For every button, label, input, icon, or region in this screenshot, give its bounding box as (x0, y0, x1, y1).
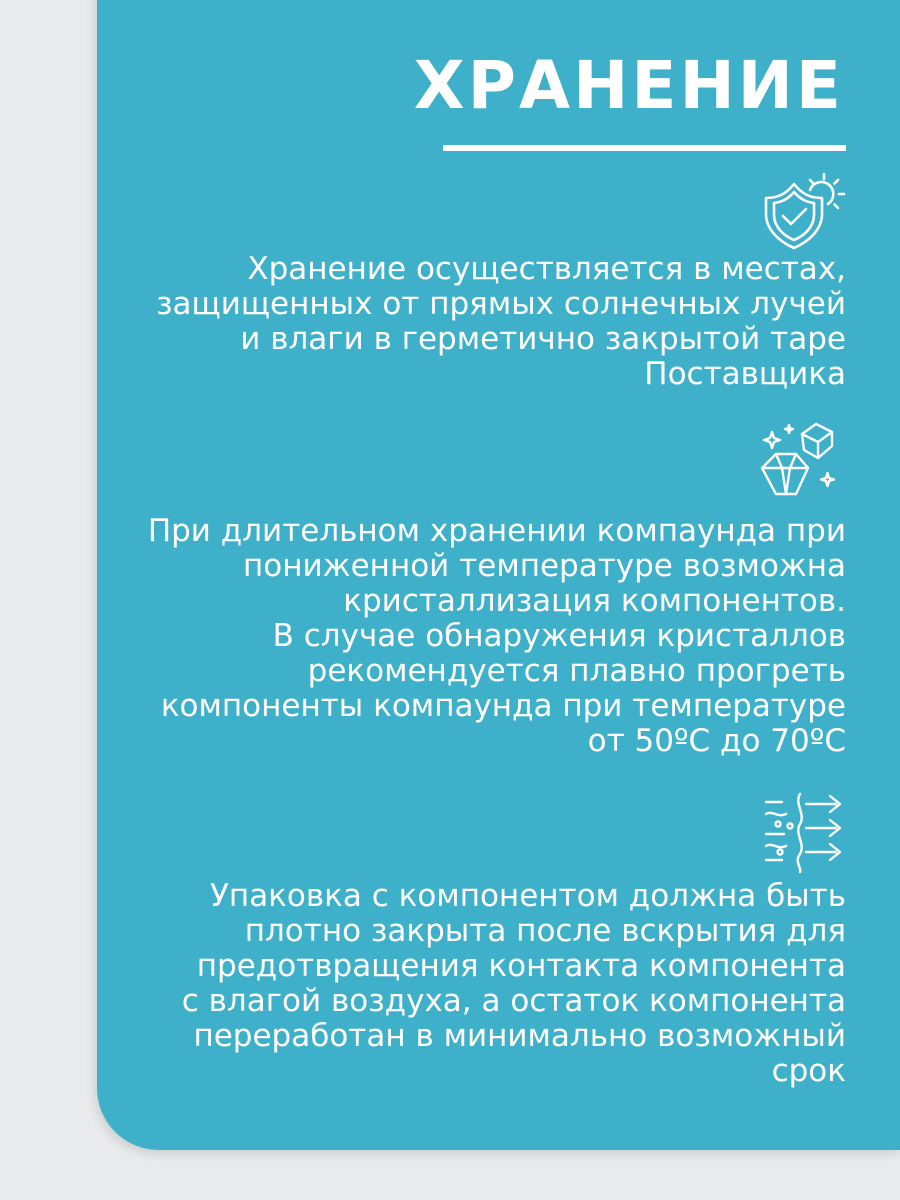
text-line: плотно закрыта после вскрытия для (244, 913, 846, 949)
storage-conditions-text (156, 252, 846, 392)
crystallization-text (148, 514, 846, 759)
text-line: переработан в минимально возможный (193, 1018, 846, 1054)
title-underline (443, 145, 846, 151)
text-line: пониженной температуре возможна (243, 548, 846, 584)
text-line: рекомендуется плавно прогреть (307, 653, 846, 689)
text-line: кристаллизация компонентов. (343, 583, 846, 619)
humidity-airflow-icon (762, 788, 848, 874)
text-line: от 50ºС до 70ºС (587, 723, 846, 759)
packaging-text (182, 879, 846, 1089)
text-line: предотвращения контакта компонента (196, 948, 846, 984)
text-line: Хранение осуществляется в местах, (247, 251, 846, 287)
text-line: и влаги в герметично закрытой таре (240, 321, 846, 357)
text-line: срок (771, 1053, 846, 1089)
crystal-icon (756, 414, 842, 500)
text-line: Упаковка с компонентом должна быть (210, 878, 846, 914)
text-line: защищенных от прямых солнечных лучей (156, 286, 846, 322)
text-line: компоненты компаунда при температуре (160, 688, 846, 724)
text-line: В случае обнаружения кристаллов (272, 618, 846, 654)
shield-sun-icon (760, 168, 846, 254)
text-line: с влагой воздуха, а остаток компонента (181, 983, 846, 1019)
text-line: При длительном хранении компаунда при (147, 513, 846, 549)
text-line: Поставщика (644, 356, 846, 392)
page-title: ХРАНЕНИЕ (413, 47, 844, 124)
